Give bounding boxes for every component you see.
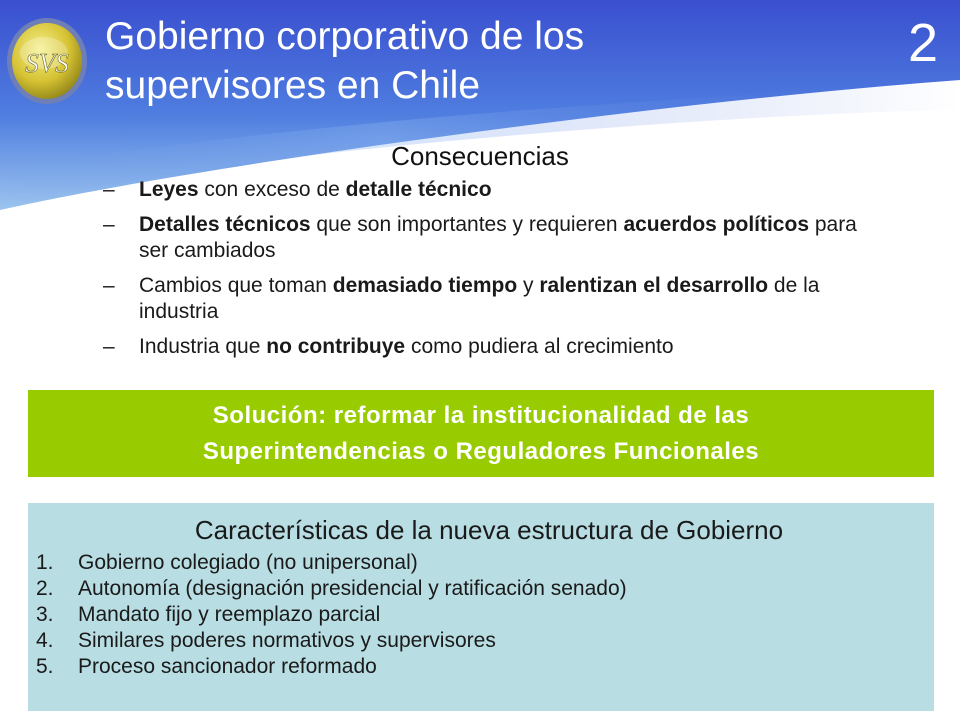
characteristics-list: [28, 550, 934, 680]
title-line-2: supervisores en Chile: [105, 64, 481, 107]
text: de la industria: [139, 274, 820, 323]
item-number: 4.: [36, 629, 54, 652]
consequences-heading: Consecuencias: [391, 141, 569, 171]
consequences-list: [103, 177, 863, 369]
item-number: 3.: [36, 603, 54, 626]
bold-text: Leyes: [139, 178, 199, 201]
slide-number: 2: [907, 13, 938, 73]
item-number: 5.: [36, 655, 54, 678]
bold-text: ralentizan el desarrollo: [539, 274, 769, 297]
consequence-item: [103, 212, 863, 264]
solution-line-2: Superintendencias o Reguladores Funcionales: [202, 437, 760, 465]
characteristic-item: [36, 654, 934, 680]
characteristics-box: [28, 503, 934, 711]
item-number: 2.: [36, 577, 54, 600]
consequence-item: [103, 334, 863, 360]
svg-text:SVS: SVS: [25, 48, 69, 78]
text: para ser cambiados: [139, 213, 857, 262]
dash-bullet: –: [103, 274, 115, 297]
text: que son importantes y requieren: [310, 213, 624, 236]
consequence-item: [103, 273, 863, 325]
bold-text: no contribuye: [266, 335, 406, 358]
item-text: Gobierno colegiado (no unipersonal): [78, 551, 418, 574]
solution-line-1: Solución: reformar la institucionalidad de las: [212, 401, 750, 429]
text: Industria que: [139, 335, 267, 358]
item-number: 1.: [36, 551, 54, 574]
bold-text: demasiado tiempo: [332, 274, 518, 297]
text: y: [517, 274, 540, 297]
characteristics-heading: Características de la nueva estructura de Gobierno: [194, 515, 784, 545]
dash-bullet: –: [103, 178, 115, 201]
bold-text: detalle técnico: [345, 178, 492, 201]
item-text: Proceso sancionador reformado: [78, 655, 377, 678]
bold-text: acuerdos políticos: [623, 213, 809, 236]
text: Cambios que toman: [139, 274, 333, 297]
item-text: Similares poderes normativos y supervisores: [78, 629, 496, 652]
text: como pudiera al crecimiento: [405, 335, 674, 358]
text: con exceso de: [198, 178, 346, 201]
characteristic-item: [36, 628, 934, 654]
characteristic-item: [36, 576, 934, 602]
bold-text: Detalles técnicos: [139, 213, 311, 236]
characteristic-item: [36, 550, 934, 576]
characteristic-item: [36, 602, 934, 628]
consequence-item: [103, 177, 863, 203]
item-text: Autonomía (designación presidencial y ratificación senado): [78, 577, 627, 600]
item-text: Mandato fijo y reemplazo parcial: [78, 603, 381, 626]
page-title: [105, 12, 805, 110]
dash-bullet: –: [103, 335, 115, 358]
solution-banner: [28, 390, 934, 477]
dash-bullet: –: [103, 213, 115, 236]
svs-logo: [4, 14, 90, 106]
title-line-1: Gobierno corporativo de los: [105, 15, 585, 58]
